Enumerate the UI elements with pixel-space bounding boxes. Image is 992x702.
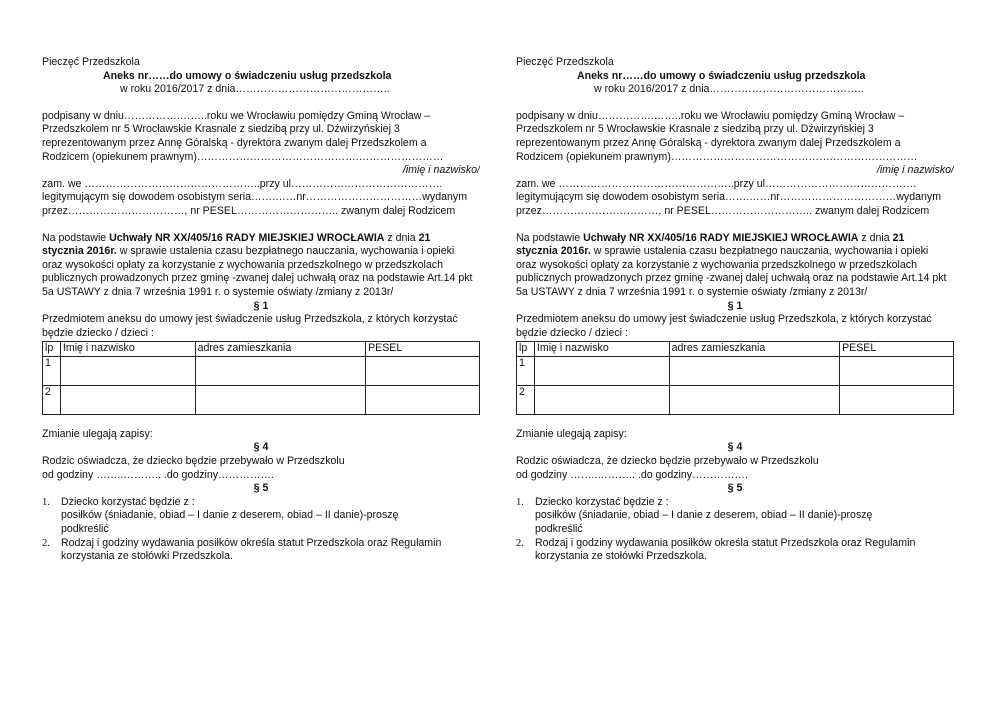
changes-label: Zmianie ulegają zapisy: — [42, 427, 153, 440]
address-line: legitymującym się dowodem osobistym seria…….……nr……………………………wydanym — [516, 191, 942, 204]
row-number: 1 — [517, 356, 535, 385]
item-line: korzystania ze stołówki Przedszkola. — [535, 550, 707, 563]
stamp-label: Pieczęć Przedszkola — [42, 56, 140, 68]
paragraph-1-text: Przedmiotem aneksu do umowy jest świadczenie usług Przedszkola, z których korzystać — [42, 313, 458, 326]
resolution-ref: Uchwały NR XX/405/16 RADY MIEJSKIEJ WROCŁAWIA — [109, 231, 385, 244]
basis-date-day: 21 — [418, 231, 431, 244]
table-row — [43, 385, 480, 414]
item-line: Dziecko korzystać będzie z : — [61, 495, 195, 508]
pesel-cell[interactable] — [366, 356, 480, 385]
annex-title: Aneks nr……do umowy o świadczeniu usług przedszkola — [577, 69, 866, 82]
header-lp: lp — [43, 342, 61, 357]
intro-line: podpisany w dniu…………….……..roku we Wrocławiu pomiędzy Gminą Wrocław – — [42, 109, 431, 122]
header-pesel: PESEL — [840, 342, 954, 357]
row-number: 2 — [43, 385, 61, 414]
table-header-row — [43, 342, 480, 357]
paragraph-5-list — [42, 496, 480, 564]
header-name: Imię i nazwisko — [60, 342, 195, 357]
table-header-row — [517, 342, 954, 357]
table-row — [43, 356, 480, 385]
basis-line: publicznych prowadzonych przez gminę -zwanej dalej uchwałą oraz na podstawie Art.14 pkt — [42, 272, 473, 285]
basis-line: oraz wysokości opłaty za korzystanie z wychowania przedszkolnego w przedszkolach — [516, 258, 917, 271]
address-line: przez……………………………, nr PESEL……………………….. zwanym dalej Rodzicem — [516, 204, 930, 217]
address-cell[interactable] — [195, 385, 365, 414]
header-address: adres zamieszkania — [195, 342, 365, 357]
row-number: 2 — [517, 385, 535, 414]
annex-copy-right — [516, 56, 954, 564]
item-line: Rodzaj i godziny wydawania posiłków określa statut Przedszkola oraz Regulamin — [61, 536, 442, 549]
list-item — [42, 536, 480, 564]
name-hint: /imię i nazwisko/ — [402, 164, 480, 177]
item-line: podkreślić — [535, 523, 583, 536]
address-cell[interactable] — [669, 385, 839, 414]
basis-rest: w sprawie ustalenia czasu bezpłatnego nauczania, wychowania i opieki — [116, 245, 455, 258]
basis-prefix: Na podstawie — [516, 231, 584, 244]
paragraph-4-text: Rodzic oświadcza, że dziecko będzie przebywało w Przedszkolu — [516, 455, 819, 468]
basis-line: 5a USTAWY z dnia 7 września 1991 r. o systemie oświaty /zmiany z 2013r/ — [516, 285, 868, 298]
table-row — [517, 385, 954, 414]
intro-line: Przedszkolem nr 5 Wrocławskie Krasnale z siedzibą przy ul. Dźwirzyńskiej 3 — [42, 123, 400, 136]
changes-label: Zmianie ulegają zapisy: — [516, 427, 627, 440]
item-line: podkreślić — [61, 523, 109, 536]
paragraph-4-text: Rodzic oświadcza, że dziecko będzie przebywało w Przedszkolu — [42, 455, 345, 468]
address-line: zam. we …………………………………………..przy ul……………………………………. — [516, 177, 917, 190]
item-line: posiłków (śniadanie, obiad – I danie z deserem, obiad – II danie)-proszę — [535, 509, 873, 522]
paragraph-5-list — [516, 496, 954, 564]
paragraph-5-heading: § 5 — [253, 482, 269, 495]
paragraph-4-heading: § 4 — [727, 441, 743, 454]
header-lp: lp — [517, 342, 535, 357]
paragraph-4-text: od godziny ……..……….. .do godziny……………. — [516, 468, 748, 481]
table-row — [517, 356, 954, 385]
pesel-cell[interactable] — [840, 356, 954, 385]
address-line: przez……………………………, nr PESEL……………………….. zwanym dalej Rodzicem — [42, 204, 456, 217]
intro-line: Przedszkolem nr 5 Wrocławskie Krasnale z siedzibą przy ul. Dźwirzyńskiej 3 — [516, 123, 874, 136]
paragraph-4-text: od godziny ……..……….. .do godziny……………. — [42, 468, 274, 481]
basis-line-1 — [516, 232, 954, 246]
item-line: korzystania ze stołówki Przedszkola. — [61, 550, 233, 563]
item-number: 1. — [42, 496, 50, 508]
intro-line: Rodzicem (opiekunem prawnym)……………………………………….…………………… — [516, 150, 918, 163]
header-pesel: PESEL — [366, 342, 480, 357]
children-table — [42, 341, 480, 415]
annex-subtitle: w roku 2016/2017 z dnia…………………………………….. — [120, 83, 390, 96]
address-cell[interactable] — [195, 356, 365, 385]
name-cell[interactable] — [60, 385, 195, 414]
basis-line-2 — [516, 245, 954, 259]
item-line: posiłków (śniadanie, obiad – I danie z deserem, obiad – II danie)-proszę — [61, 509, 399, 522]
intro-line: reprezentowanym przez Annę Góralską - dyrektora zwanym dalej Przedszkolem a — [516, 136, 901, 149]
basis-mid: z dnia — [858, 231, 893, 244]
stamp-label: Pieczęć Przedszkola — [516, 56, 614, 68]
address-line: zam. we …………………………………………..przy ul……………………………………. — [42, 177, 443, 190]
address-line: legitymującym się dowodem osobistym seria…….……nr……………………………wydanym — [42, 191, 468, 204]
basis-mid: z dnia — [384, 231, 419, 244]
item-line: Dziecko korzystać będzie z : — [535, 495, 669, 508]
list-item — [42, 495, 480, 537]
paragraph-1-heading: § 1 — [727, 299, 743, 312]
intro-line: Rodzicem (opiekunem prawnym)……………………………………….…………………… — [42, 150, 444, 163]
header-address: adres zamieszkania — [669, 342, 839, 357]
item-number: 1. — [516, 496, 524, 508]
basis-prefix: Na podstawie — [42, 231, 110, 244]
paragraph-1-text: będzie dziecko / dzieci : — [42, 326, 154, 339]
list-item — [516, 495, 954, 537]
header-name: Imię i nazwisko — [534, 342, 669, 357]
annex-copy-left — [42, 56, 480, 564]
intro-line: podpisany w dniu…………….……..roku we Wrocławiu pomiędzy Gminą Wrocław – — [516, 109, 905, 122]
basis-date-day: 21 — [892, 231, 905, 244]
pesel-cell[interactable] — [366, 385, 480, 414]
address-cell[interactable] — [669, 356, 839, 385]
children-table — [516, 341, 954, 415]
item-number: 2. — [42, 537, 50, 549]
paragraph-1-text: będzie dziecko / dzieci : — [516, 326, 628, 339]
name-cell[interactable] — [60, 356, 195, 385]
basis-line-2 — [42, 245, 480, 259]
basis-line: 5a USTAWY z dnia 7 września 1991 r. o systemie oświaty /zmiany z 2013r/ — [42, 285, 394, 298]
resolution-ref: Uchwały NR XX/405/16 RADY MIEJSKIEJ WROCŁAWIA — [583, 231, 859, 244]
basis-date-month: stycznia 2016r. — [42, 245, 117, 258]
paragraph-5-heading: § 5 — [727, 482, 743, 495]
paragraph-4-heading: § 4 — [253, 441, 269, 454]
name-cell[interactable] — [534, 385, 669, 414]
item-number: 2. — [516, 537, 524, 549]
basis-date-month: stycznia 2016r. — [516, 245, 591, 258]
basis-line-1 — [42, 232, 480, 246]
paragraph-1-text: Przedmiotem aneksu do umowy jest świadczenie usług Przedszkola, z których korzystać — [516, 313, 932, 326]
annex-subtitle: w roku 2016/2017 z dnia…………………………………….. — [594, 83, 864, 96]
basis-rest: w sprawie ustalenia czasu bezpłatnego nauczania, wychowania i opieki — [590, 245, 929, 258]
pesel-cell[interactable] — [840, 385, 954, 414]
row-number: 1 — [43, 356, 61, 385]
annex-title: Aneks nr……do umowy o świadczeniu usług przedszkola — [103, 69, 392, 82]
name-hint: /imię i nazwisko/ — [876, 164, 954, 177]
basis-line: publicznych prowadzonych przez gminę -zwanej dalej uchwałą oraz na podstawie Art.14 pkt — [516, 272, 947, 285]
paragraph-1-heading: § 1 — [253, 299, 269, 312]
item-line: Rodzaj i godziny wydawania posiłków określa statut Przedszkola oraz Regulamin — [535, 536, 916, 549]
intro-line: reprezentowanym przez Annę Góralską - dyrektora zwanym dalej Przedszkolem a — [42, 136, 427, 149]
basis-line: oraz wysokości opłaty za korzystanie z wychowania przedszkolnego w przedszkolach — [42, 258, 443, 271]
name-cell[interactable] — [534, 356, 669, 385]
list-item — [516, 536, 954, 564]
